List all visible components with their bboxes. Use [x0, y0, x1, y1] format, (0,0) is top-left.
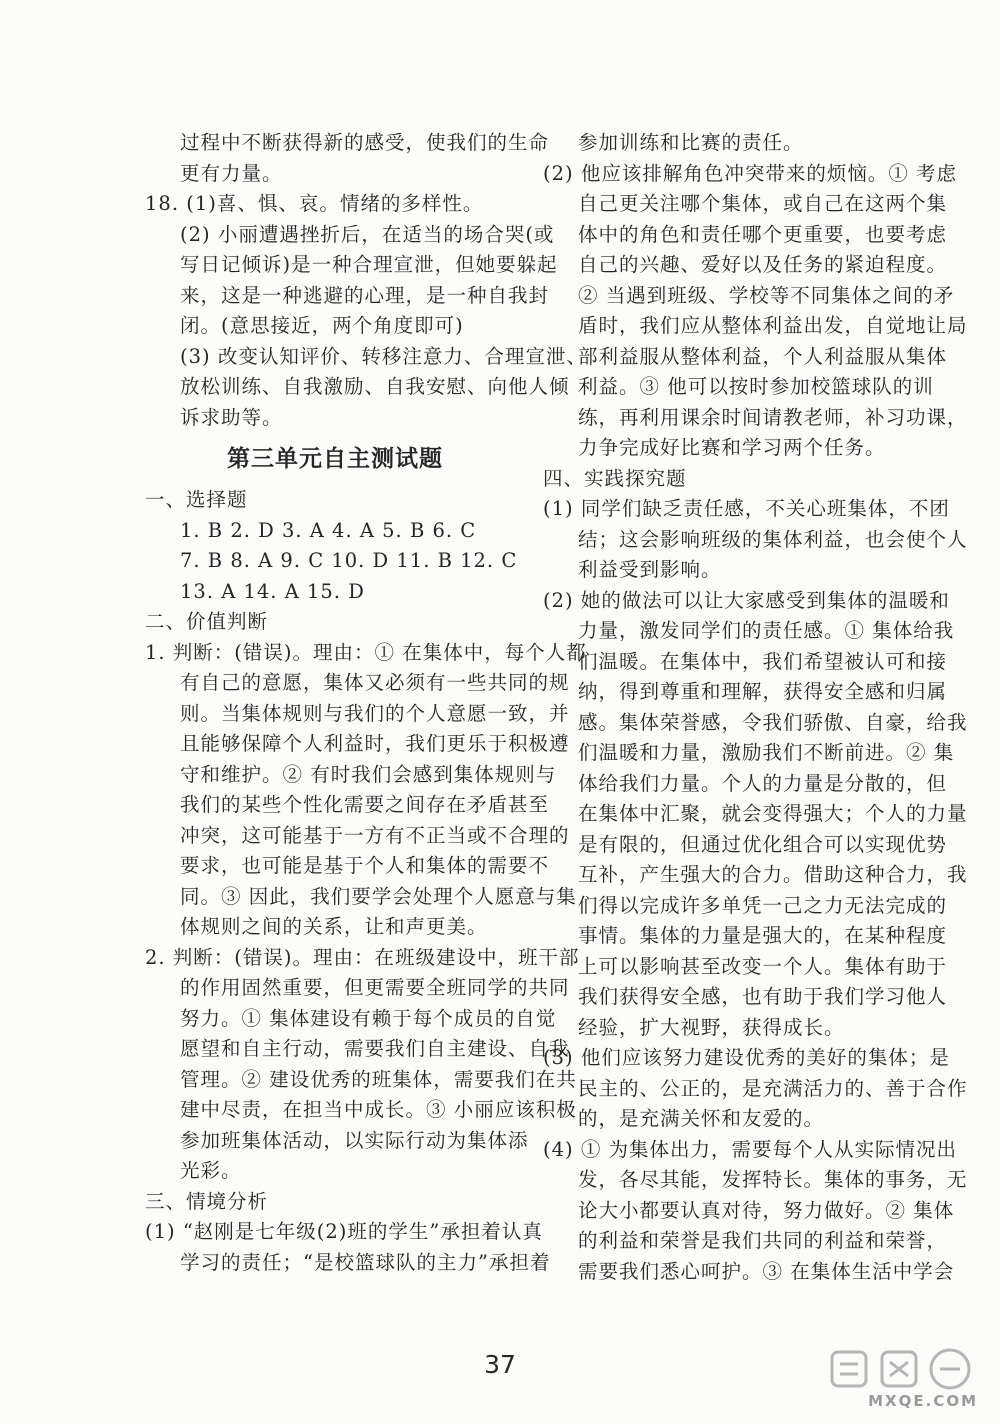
text-line: 发，各尽其能，发挥特长。集体的事务，无 [578, 1168, 968, 1191]
text-line: 体中的角色和责任哪个更重要，也要考虑 [578, 222, 948, 246]
text-line: 且能够保障个人利益时，我们更乐于积极遵 [180, 732, 570, 755]
text-line: (3) 改变认知评价、转移注意力、合理宣泄、 [180, 344, 587, 368]
text-line: 力争完成好比赛和学习两个任务。 [578, 436, 886, 459]
text-line: 民主的、公正的，是充满活力的、善于合作 [578, 1076, 968, 1100]
text-line: 1. B 2. D 3. A 4. A 5. B 6. C [180, 518, 477, 542]
text-line: 愿望和自主行动，需要我们自主建设、自我 [180, 1037, 570, 1060]
text-line: 更有力量。 [180, 161, 283, 185]
text-line: 有自己的意愿，集体又必须有一些共同的规 [180, 671, 570, 694]
text-line: 放松训练、自我激励、自我安慰、向他人倾 [180, 375, 570, 398]
text-line: 自己更关注哪个集体，或自己在这两个集 [578, 192, 948, 215]
text-line: 则。当集体规则与我们的个人意愿一致，并 [180, 701, 570, 725]
text-line: 我们获得安全感，也有助于我们学习他人 [578, 985, 948, 1008]
text-line: 1. 判断：(错误)。理由：① 在集体中，每个人都 [145, 640, 587, 664]
text-line: 练，再利用课余时间请教老师，补习功课， [578, 405, 968, 429]
text-line: 的作用固然重要，但更需要全班同学的共同 [180, 976, 570, 999]
text-line: 写日记倾诉)是一种合理宣泄，但她要躲起 [180, 253, 558, 276]
text-line: 建中尽责，在担当中成长。③ 小丽应该积极 [180, 1098, 577, 1121]
text-line: 盾时，我们应从整体利益出发，自觉地让局 [578, 314, 968, 337]
text-line: 四、实践探究题 [543, 466, 687, 490]
text-line: 18. (1)喜、惧、哀。情绪的多样性。 [145, 192, 484, 215]
text-line: 在集体中汇聚，就会变得强大；个人的力量 [578, 802, 968, 825]
text-line: 努力。① 集体建设有赖于每个成员的自觉 [180, 1006, 557, 1030]
watermark-logo [828, 1344, 978, 1410]
text-line: 体规则之间的关系，让和声更美。 [180, 915, 488, 938]
text-line: 2. 判断：(错误)。理由：在班级建设中，班干部 [145, 945, 580, 969]
watermark-logo-icon [828, 1344, 978, 1394]
text-line: 过程中不断获得新的感受，使我们的生命 [180, 131, 550, 154]
text-line: ② 当遇到班级、学校等不同集体之间的矛 [578, 283, 955, 307]
text-line: 管理。② 建设优秀的班集体，需要我们在共 [180, 1067, 577, 1091]
text-line: 守和维护。② 有时我们会感到集体规则与 [180, 762, 557, 786]
text-line: 的利益和荣誉是我们共同的利益和荣誉， [578, 1229, 948, 1252]
page-number: 37 [484, 1350, 516, 1379]
text-line: 13. A 14. A 15. D [180, 579, 365, 603]
text-line: 同。③ 因此，我们要学会处理个人愿意与集 [180, 884, 577, 908]
text-line: 自己的兴趣、爱好以及任务的紧迫程度。 [578, 253, 948, 276]
text-line: 们得以完成许多单凭一己之力无法完成的 [578, 893, 948, 917]
text-line: (2) 她的做法可以让大家感受到集体的温暖和 [543, 588, 950, 612]
text-line: 利益受到影响。 [578, 558, 722, 581]
text-line: 利益。③ 他可以按时参加校篮球队的训 [578, 375, 934, 398]
text-line: 诉求助等。 [180, 405, 283, 429]
text-line: 一、选择题 [145, 488, 248, 511]
text-line: 参加班集体活动，以实际行动为集体添 [180, 1128, 529, 1152]
text-line: 二、价值判断 [145, 610, 269, 633]
text-line: 互补，产生强大的合力。借助这种合力，我 [578, 863, 968, 886]
text-line: 的，是充满关怀和友爱的。 [578, 1107, 825, 1130]
text-line: 部利益服从整体利益，个人利益服从集体 [578, 344, 948, 368]
right-column [543, 128, 968, 1287]
watermark-url: MXQE.COM [868, 1392, 978, 1410]
text-line: 我们的某些个性化需要之间存在矛盾甚至 [180, 793, 550, 816]
text-line: 来，这是一种逃避的心理，是一种自我封 [180, 283, 550, 307]
text-line: 结；这会影响班级的集体利益，也会使个人 [578, 527, 968, 551]
text-line: (4) ① 为集体出力，需要每个人从实际情况出 [543, 1137, 958, 1161]
text-line: 需要我们悉心呵护。③ 在集体生活中学会 [578, 1259, 955, 1283]
text-line: 冲突，这可能基于一方有不正当或不合理的 [180, 823, 570, 847]
text-line: 们温暖和力量，激励我们不断前进。② 集 [578, 741, 955, 764]
text-line: (2) 他应该排解角色冲突带来的烦恼。① 考虑 [543, 161, 958, 185]
text-line: 力量，激发同学们的责任感。① 集体给我 [578, 619, 955, 642]
text-line: 7. B 8. A 9. C 10. D 11. B 12. C [180, 549, 518, 572]
text-line: (3) 他们应该努力建设优秀的美好的集体；是 [543, 1046, 950, 1069]
text-line: 光彩。 [180, 1159, 242, 1182]
text-line: 感。集体荣誉感，令我们骄傲、自豪，给我 [578, 710, 968, 734]
text-line: 要求，也可能是基于个人和集体的需要不 [180, 854, 550, 877]
text-line: 学习的责任；“是校篮球队的主力”承担着 [180, 1250, 551, 1274]
text-line: (1) 同学们缺乏责任感，不关心班集体，不团 [543, 497, 950, 520]
section-heading: 第三单元自主测试题 [227, 446, 443, 472]
text-line: (1) “赵刚是七年级(2)班的学生”承担着认真 [145, 1220, 543, 1243]
text-line: 们温暖。在集体中，我们希望被认可和接 [578, 649, 948, 673]
text-line: 经验，扩大视野，获得成长。 [578, 1015, 845, 1039]
text-line: 闭。(意思接近，两个角度即可) [180, 314, 464, 337]
text-line: 体给我们力量。个人的力量是分散的，但 [578, 771, 948, 795]
text-line: 是有限的，但通过优化组合可以实现优势 [578, 832, 948, 856]
text-line: 纳，得到尊重和理解，获得安全感和归属 [578, 680, 948, 703]
text-line: 上可以影响甚至改变一个人。集体有助于 [578, 954, 948, 978]
text-line: (2) 小丽遭遇挫折后，在适当的场合哭(或 [180, 222, 555, 246]
text-line: 事情。集体的力量是强大的，在某种程度 [578, 924, 948, 947]
left-column [145, 128, 587, 1278]
text-line: 三、情境分析 [145, 1189, 269, 1213]
text-line: 论大小都要认真对待，努力做好。② 集体 [578, 1198, 955, 1222]
text-line: 参加训练和比赛的责任。 [578, 131, 804, 154]
